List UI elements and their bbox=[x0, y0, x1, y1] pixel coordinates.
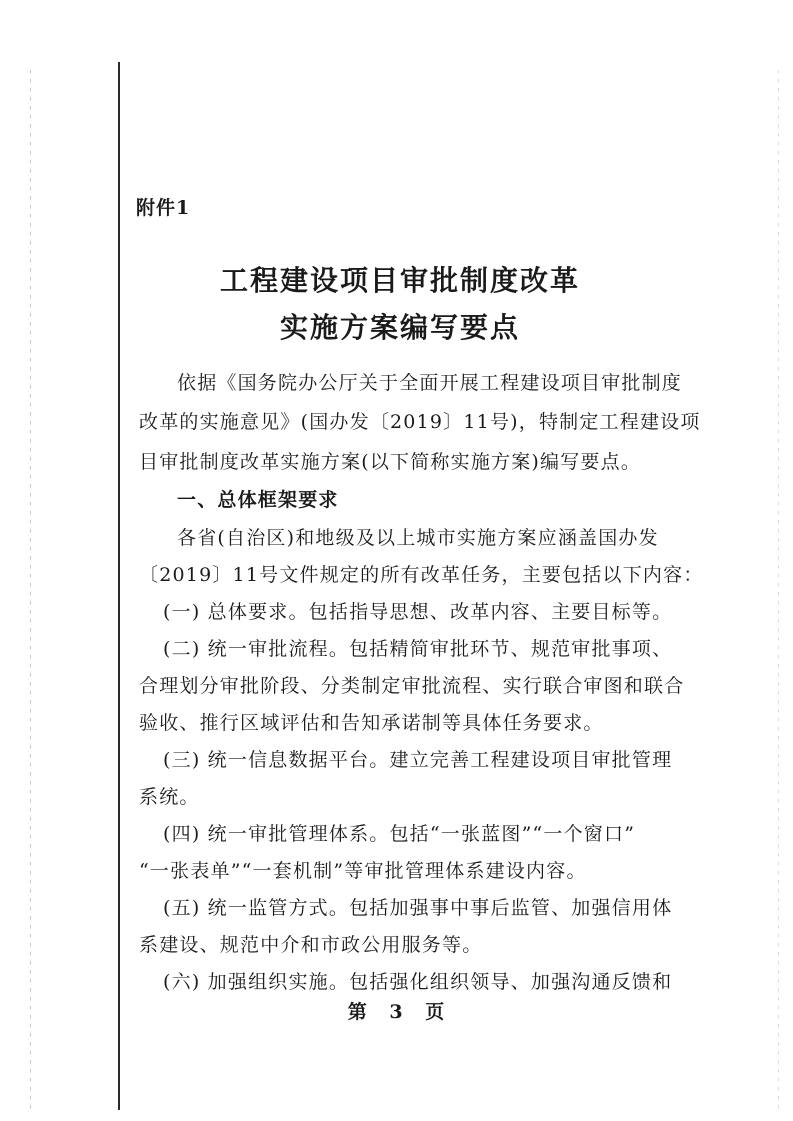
body-line: 〔2019〕11号文件规定的所有改革任务，主要包括以下内容： bbox=[139, 564, 704, 586]
body-line: 依据《国务院办公厅关于全面开展工程建设项目审批制度 bbox=[177, 372, 683, 394]
body-line: (六) 加强组织实施。包括强化组织领导、加强沟通反馈和 bbox=[163, 971, 673, 993]
section-heading: 一、总体框架要求 bbox=[177, 489, 339, 511]
body-line: (五) 统一监管方式。包括加强事中事后监管、加强信用体 bbox=[163, 897, 673, 919]
body-line: (三) 统一信息数据平台。建立完善工程建设项目审批管理 bbox=[163, 749, 673, 771]
body-line: 验收、推行区域评估和告知承诺制等具体任务要求。 bbox=[139, 712, 604, 734]
document-title-line-1: 工程建设项目审批制度改革 bbox=[219, 264, 580, 297]
body-line: 各省(自治区)和地级及以上城市实施方案应涵盖国办发 bbox=[177, 527, 659, 549]
body-line: 系统。 bbox=[139, 786, 200, 808]
attachment-label: 附件1 bbox=[136, 197, 191, 219]
page-number: 第 3 页 bbox=[347, 1001, 453, 1023]
binding-margin-line bbox=[118, 62, 120, 1110]
body-line: (一) 总体要求。包括指导思想、改革内容、主要目标等。 bbox=[163, 601, 673, 623]
scan-edge-left bbox=[30, 70, 31, 1110]
body-line: 改革的实施意见》(国办发〔2019〕11号)，特制定工程建设项 bbox=[139, 411, 701, 433]
body-line: 合理划分审批阶段、分类制定审批流程、实行联合审图和联合 bbox=[139, 675, 685, 697]
body-line: “一张表单”“一套机制”等审批管理体系建设内容。 bbox=[139, 860, 587, 882]
body-line: 目审批制度改革实施方案(以下简称实施方案)编写要点。 bbox=[139, 451, 642, 473]
body-line: (二) 统一审批流程。包括精简审批环节、规范审批事项、 bbox=[163, 638, 673, 660]
body-line: (四) 统一审批管理体系。包括“一张蓝图”“一个窗口” bbox=[163, 823, 636, 845]
scan-edge-right bbox=[778, 70, 779, 1110]
document-title-line-2: 实施方案编写要点 bbox=[279, 311, 520, 344]
body-line: 系建设、规范中介和市政公用服务等。 bbox=[139, 934, 483, 956]
